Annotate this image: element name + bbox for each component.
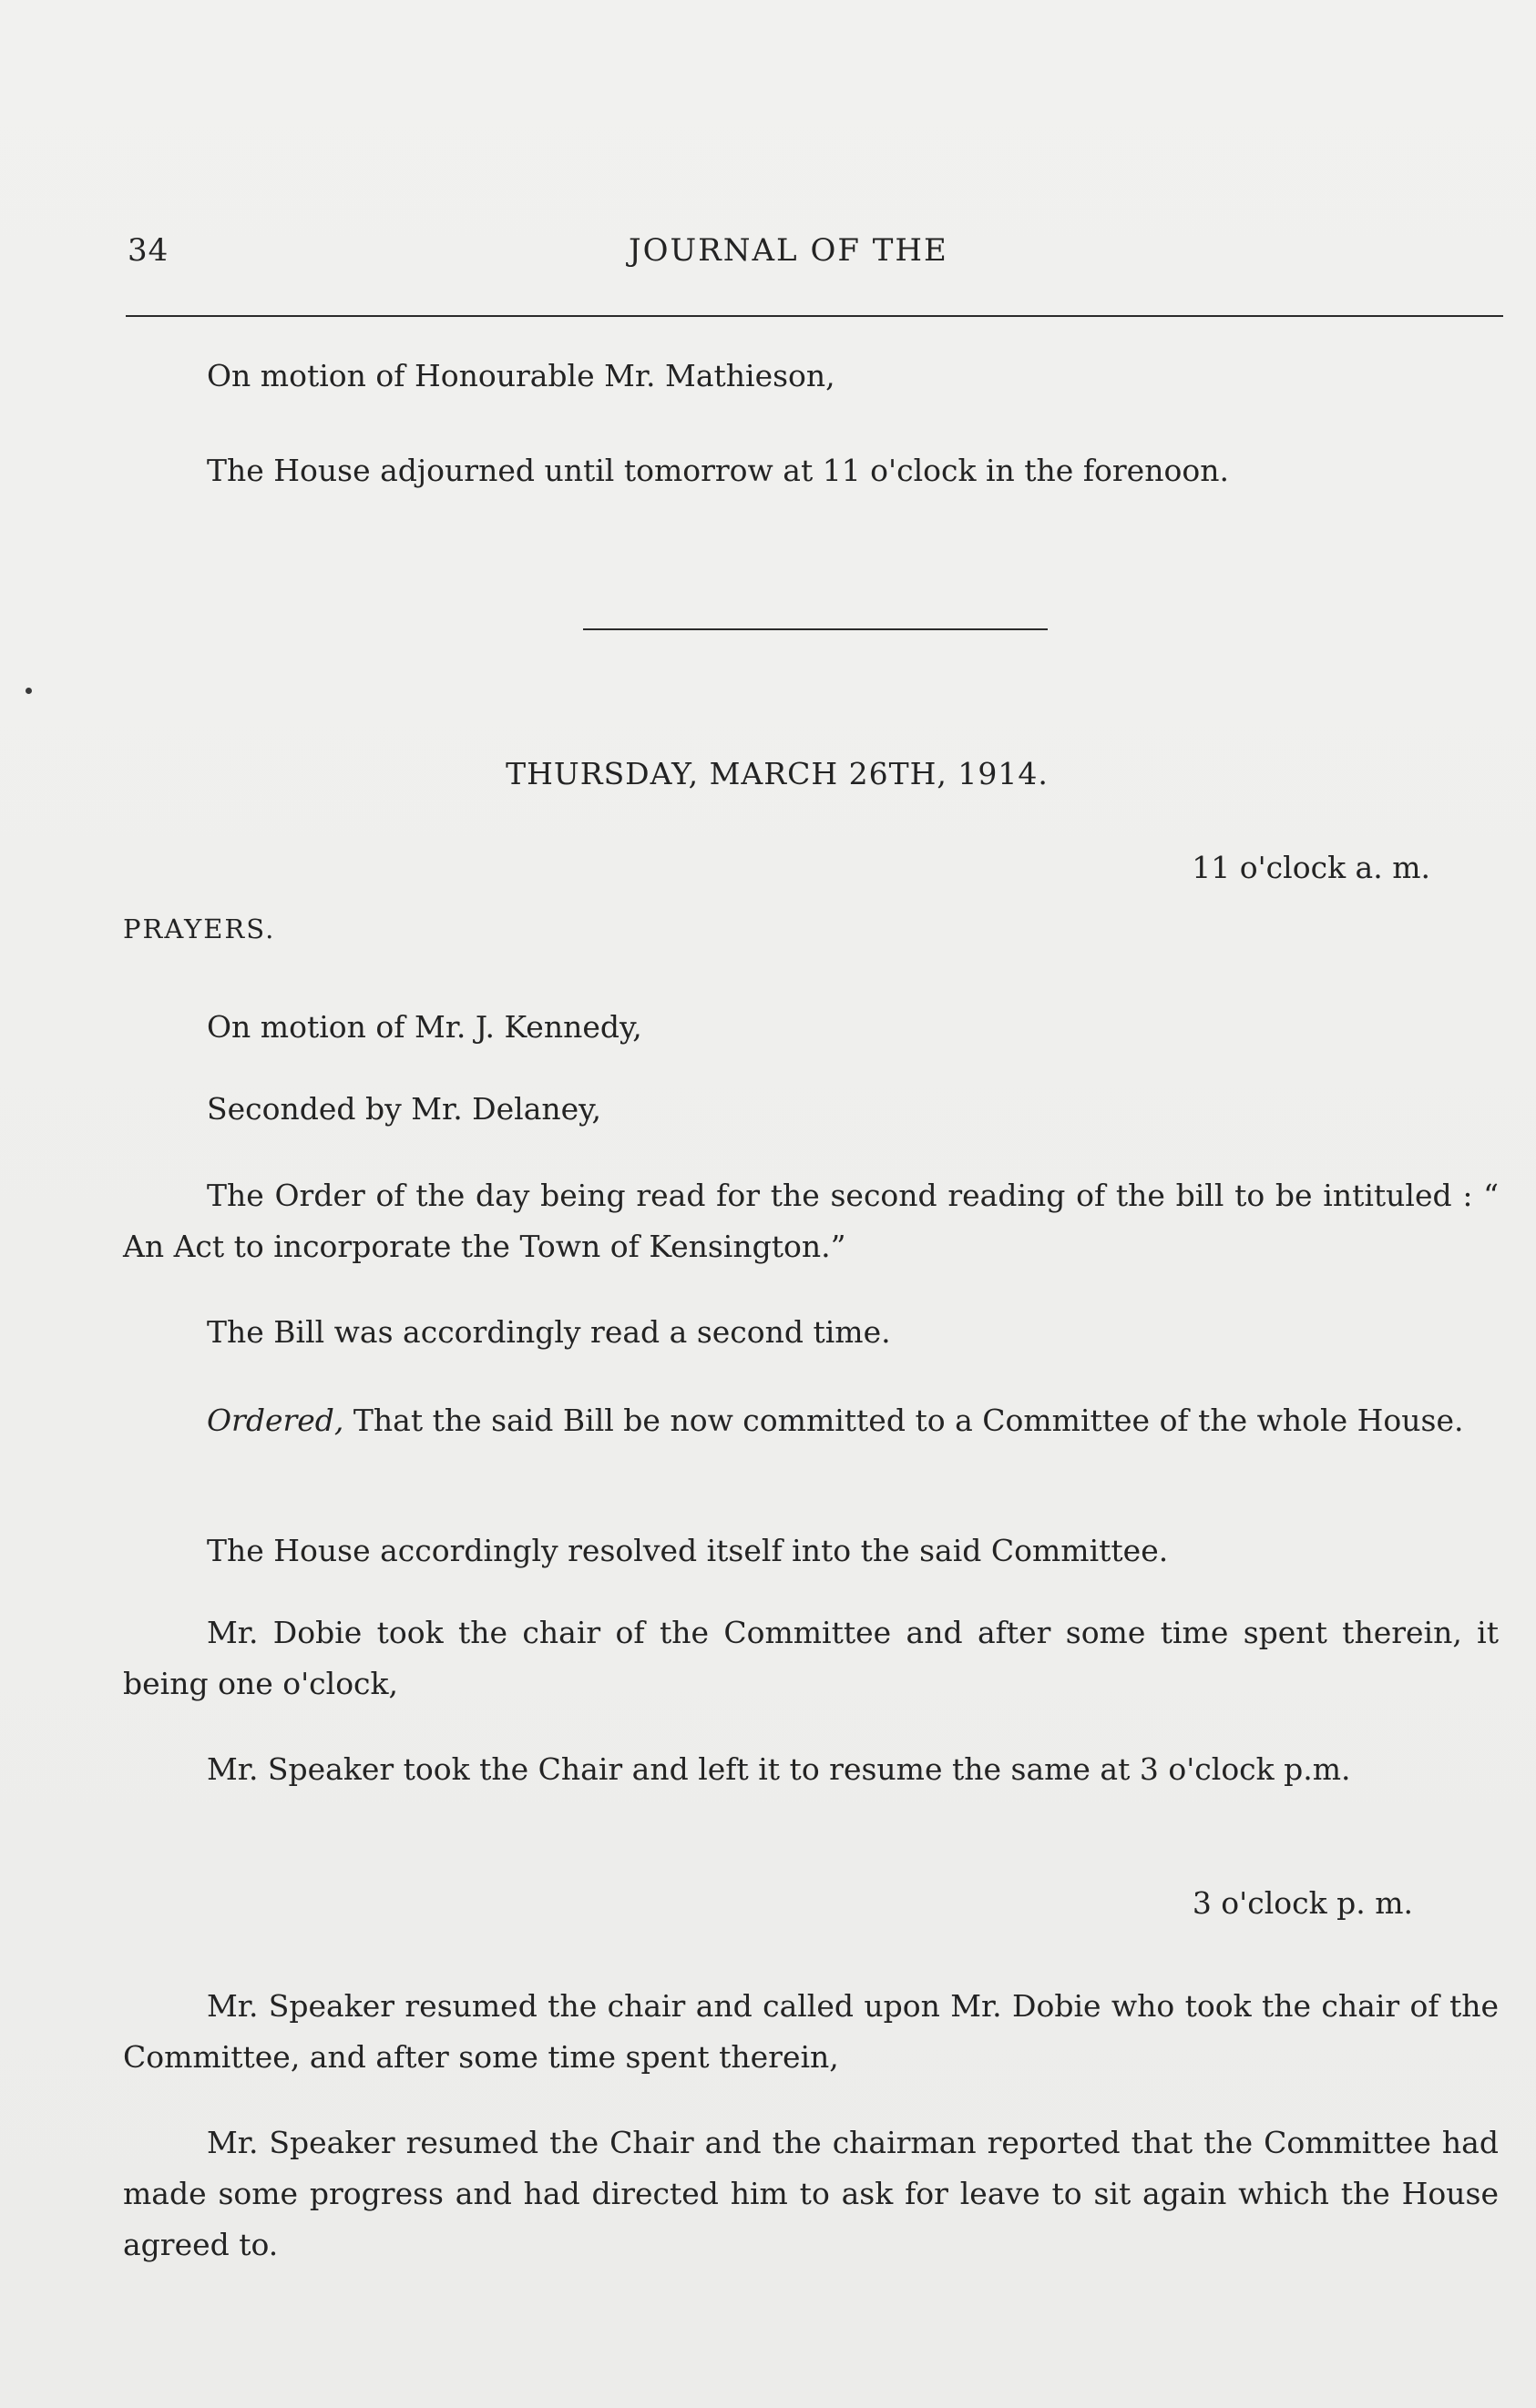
motion-kennedy: On motion of Mr. J. Kennedy, [207,1009,642,1045]
section-divider [583,628,1048,630]
speaker-took-chair: Mr. Speaker took the Chair and left it to resume the same at 3 o'clock p.m. [207,1751,1351,1787]
dobie-chair-paragraph: Mr. Dobie took the chair of the Committee and after some time spent therein, it being one o'clock, [123,1615,1499,1701]
adjournment-statement: The House adjourned until tomorrow at 11 o'clock in the forenoon. [207,453,1229,488]
running-head [128,232,1494,278]
motion-mathieson: On motion of Honourable Mr. Mathieson, [207,358,835,393]
bill-read-second-time: The Bill was accordingly read a second time. [207,1314,891,1350]
time-morning: 11 o'clock a. m. [1192,850,1430,885]
ordered-paragraph [123,1395,1499,1446]
stray-ink-dot [26,688,32,694]
prayers-heading: PRAYERS. [123,913,276,944]
seconded-delaney: Seconded by Mr. Delaney, [207,1091,601,1127]
chairman-reported-paragraph: Mr. Speaker resumed the Chair and the chairman reported that the Committee had made some progress and had directed him to ask for leave to sit again which the House agreed to. [123,2125,1499,2262]
speaker-resumed-paragraph: Mr. Speaker resumed the chair and called upon Mr. Dobie who took the chair of the Committee, and after some time spent therein, [123,1988,1499,2075]
ordered-label: Ordered, [207,1403,344,1438]
order-of-day-paragraph: The Order of the day being read for the second reading of the bill to be intituled : “ An Act to incorporate the Town of Kensington.” [123,1178,1499,1264]
header-rule [126,315,1503,317]
ordered-text: That the said Bill be now committed to a Committee of the whole House. [343,1403,1464,1438]
page-number: 34 [128,232,169,269]
time-afternoon: 3 o'clock p. m. [1192,1885,1413,1921]
journal-title: JOURNAL OF THE [629,232,948,269]
date-heading: THURSDAY, MARCH 26TH, 1914. [506,756,1049,791]
house-resolved-committee: The House accordingly resolved itself into the said Committee. [207,1533,1169,1568]
